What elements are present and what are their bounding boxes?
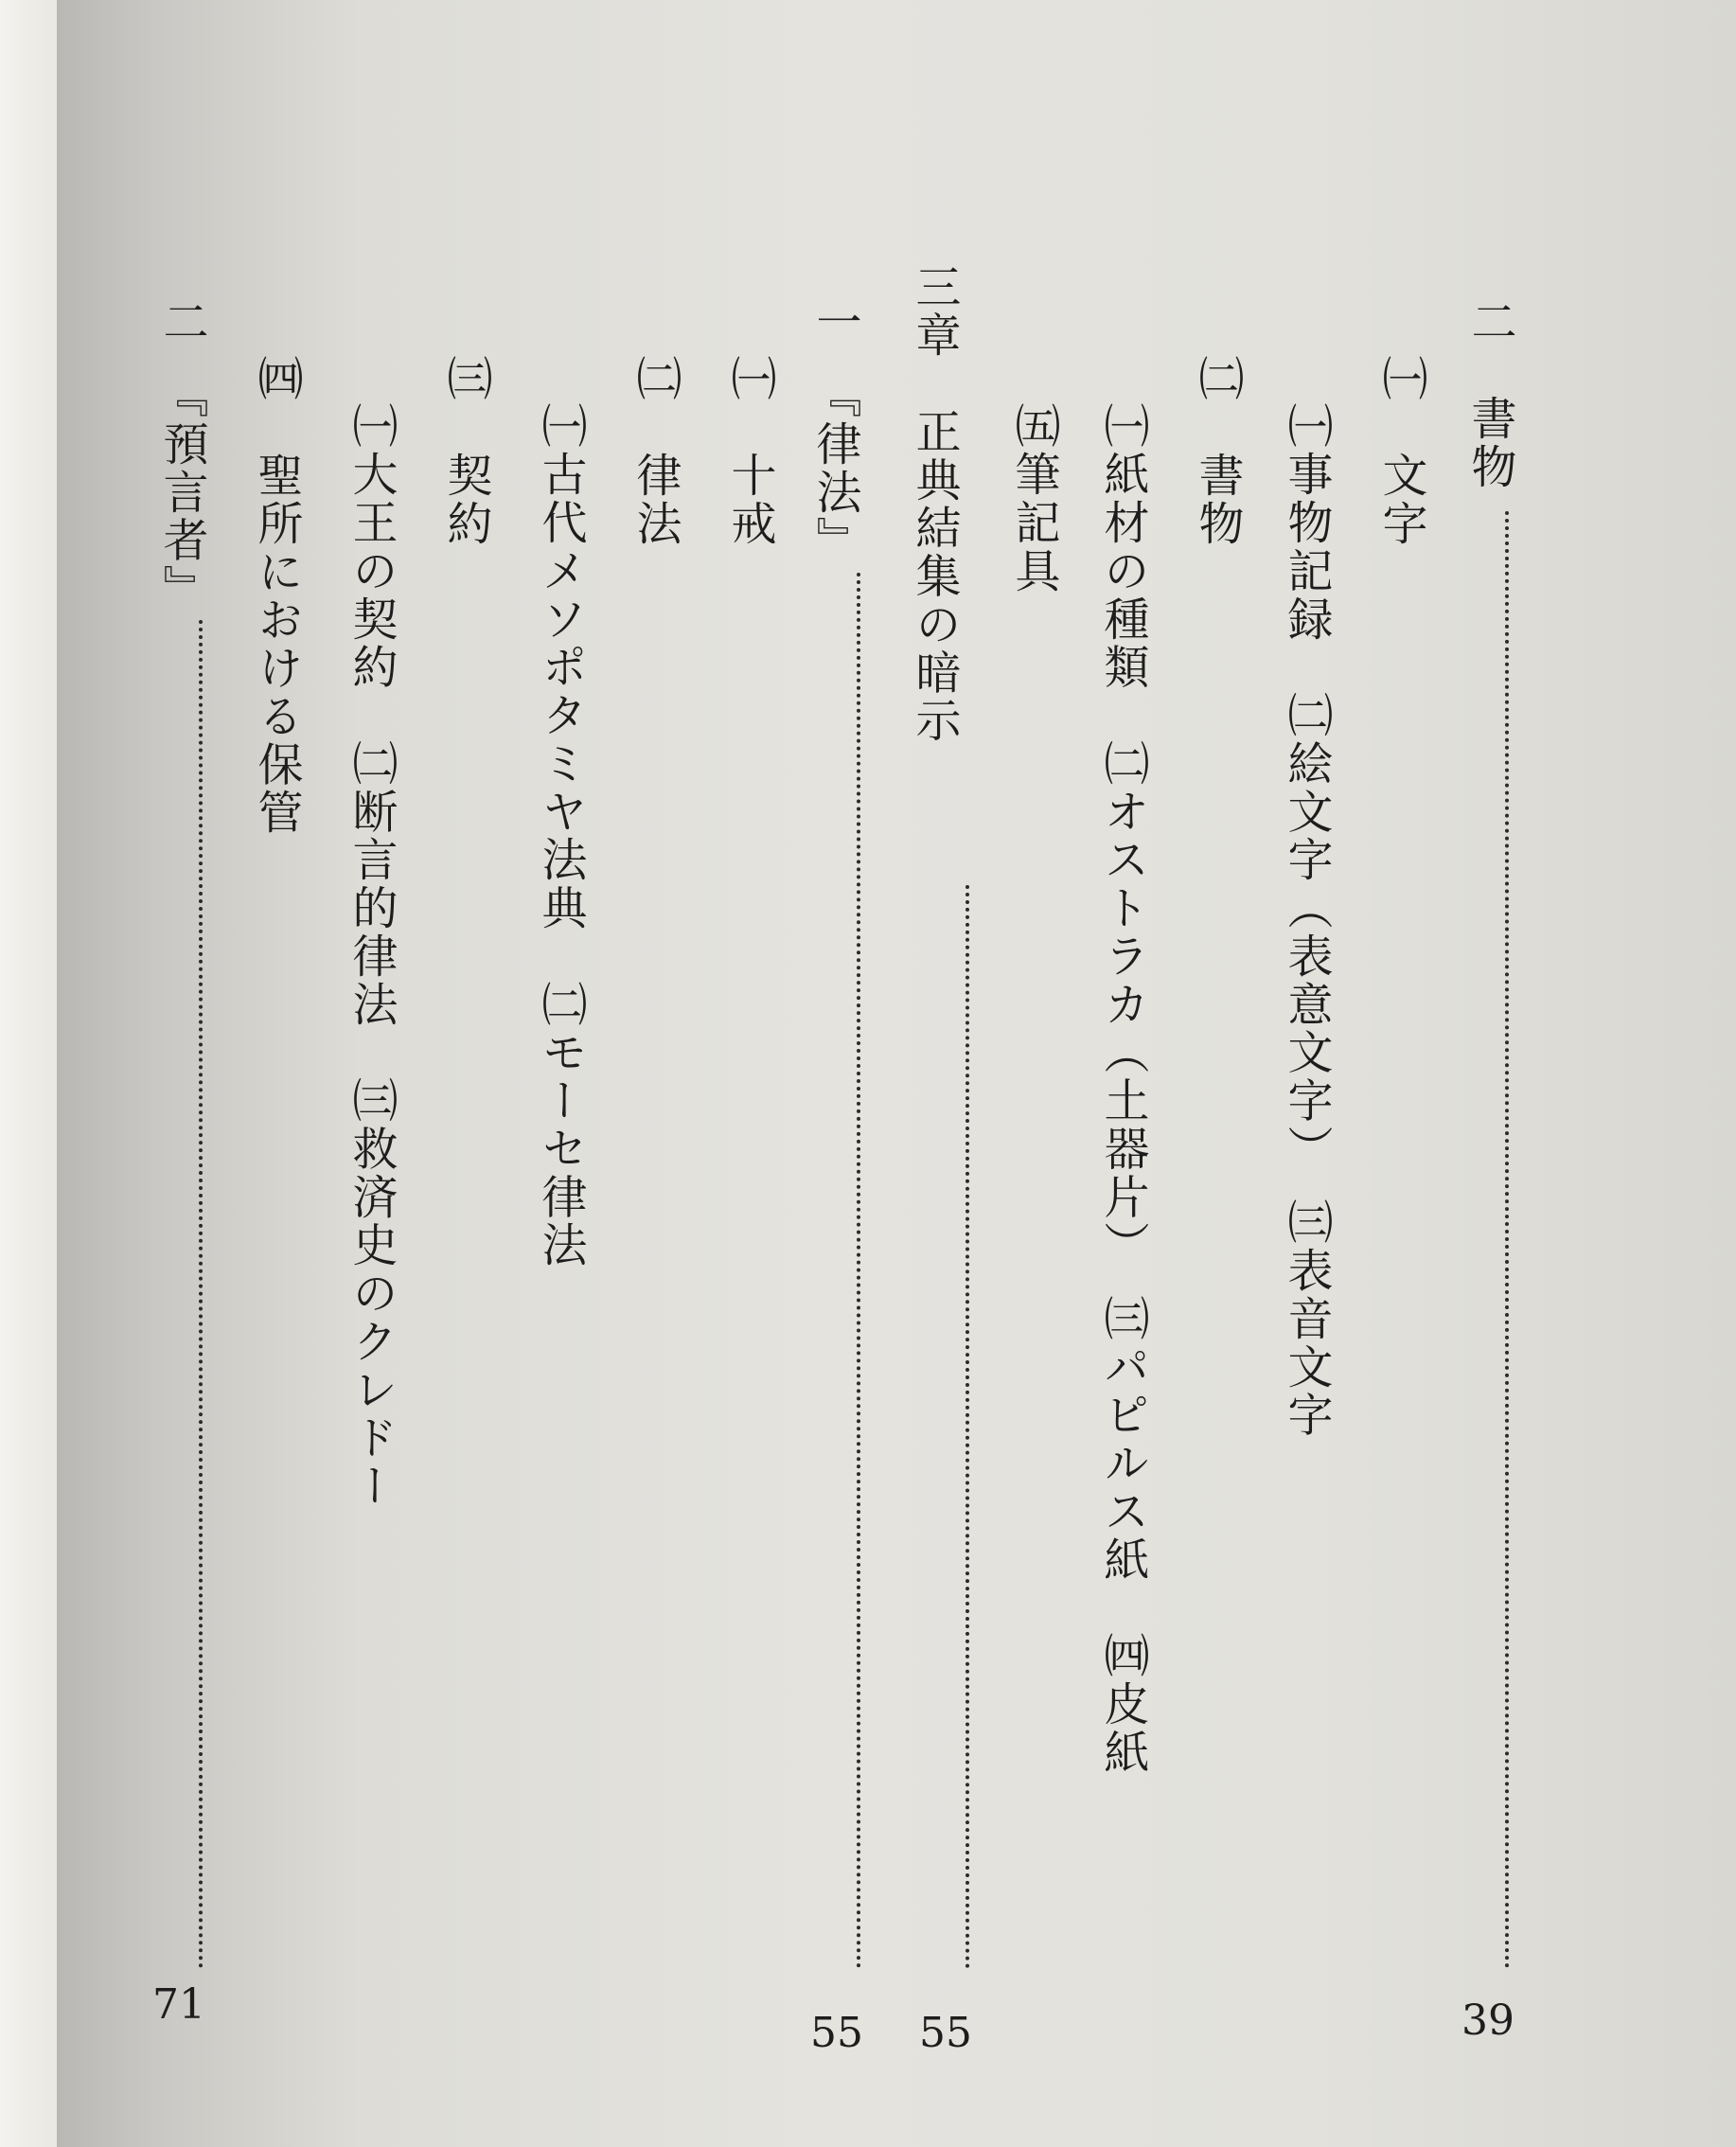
dot-leader bbox=[857, 573, 860, 1969]
toc-entry: ㈢ 契約 bbox=[439, 355, 492, 548]
toc-entry: 二 『預言者』 bbox=[155, 298, 208, 613]
toc-entry: ㈠古代メソポタミヤ法典 ㈡モーセ律法 bbox=[534, 402, 587, 1269]
page-number: 55 bbox=[810, 2009, 863, 2057]
dot-leader bbox=[199, 620, 203, 1969]
toc-entry: ㈣ 聖所における保管 bbox=[250, 355, 303, 837]
toc-entry: 一 『律法』 bbox=[808, 298, 861, 565]
dot-leader bbox=[965, 885, 969, 1969]
dot-leader bbox=[1505, 511, 1509, 1969]
page-number: 39 bbox=[1461, 1996, 1515, 2045]
toc-entry: ㈡ 律法 bbox=[629, 355, 682, 548]
toc-entry: ㈠事物記録 ㈡絵文字（表意文字） ㈢表音文字 bbox=[1280, 402, 1333, 1440]
page-number: 71 bbox=[152, 1980, 205, 2029]
toc-entry: 三章 正典結集の暗示 bbox=[908, 263, 961, 745]
page-edge bbox=[0, 0, 57, 2147]
toc-entry: ㈠紙材の種類 ㈡オストラカ（土器片） ㈢パピルス紙 ㈣皮紙 bbox=[1096, 402, 1149, 1777]
toc-entry: ㈠ 十戒 bbox=[723, 355, 776, 548]
toc-entry: ㈠ 文字 bbox=[1374, 355, 1427, 548]
toc-entry: ㈠大王の契約 ㈡断言的律法 ㈢救済史のクレドー bbox=[345, 402, 398, 1511]
toc-entry: ㈤筆記具 bbox=[1007, 402, 1060, 595]
page-number: 55 bbox=[919, 2009, 972, 2057]
toc-entry: ㈡ 書物 bbox=[1191, 355, 1244, 548]
toc-entry: 二 書物 bbox=[1463, 298, 1516, 491]
